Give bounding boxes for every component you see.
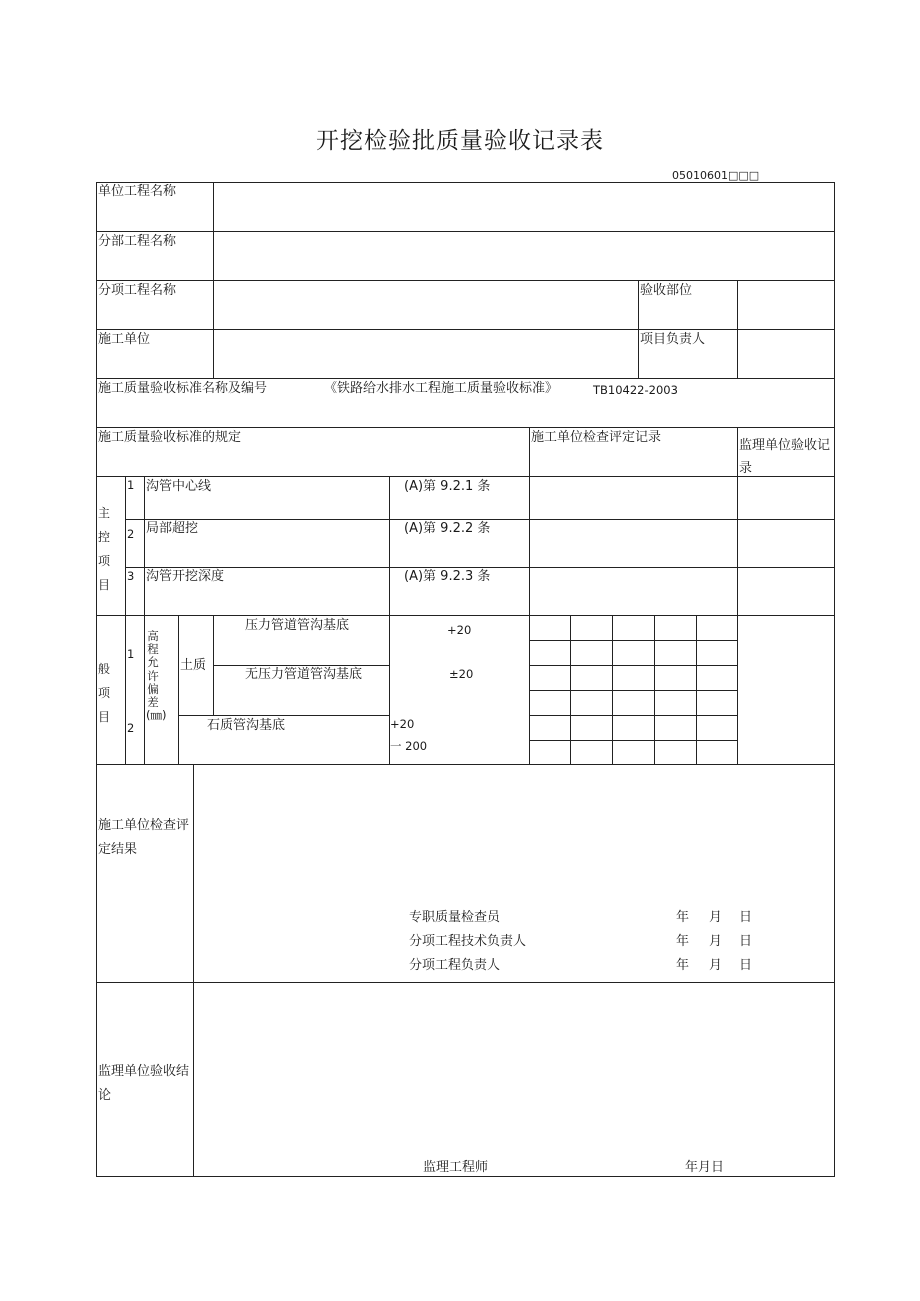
construction-unit-field[interactable] [215,331,636,376]
row-line [529,715,737,716]
date-year: 年 [676,958,690,973]
general-row-tolerance: +20 [447,623,472,637]
page-title: 开挖检验批质量验收记录表 [316,128,604,154]
row-line [125,519,835,520]
construction-result-field[interactable] [195,766,833,896]
row-line [96,280,835,281]
general-item-no: 1 [127,647,135,661]
acceptance-part-label: 验收部位 [640,283,693,298]
main-item-check-cell[interactable] [531,478,735,517]
col-line [178,615,179,764]
soil-label: 土质 [180,658,207,673]
col-line [737,427,738,764]
col-line [696,615,697,764]
main-item-supervision-cell[interactable] [739,478,833,517]
signer-role: 分项工程技术负责人 [409,934,527,949]
row-line [529,690,737,691]
unit-project-label: 单位工程名称 [98,184,177,199]
project-manager-field[interactable] [739,331,833,376]
row-line [96,982,835,983]
main-item-clause: (A)第 9.2.2 条 [404,521,491,536]
main-item-check-cell[interactable] [531,521,735,565]
main-item-supervision-cell[interactable] [739,569,833,613]
col-line [213,182,214,378]
construction-check-header: 施工单位检查评定记录 [531,430,662,445]
row-line [213,665,389,666]
acceptance-part-field[interactable] [739,282,833,327]
main-item-no: 2 [127,527,135,541]
general-row-name: 压力管道管沟基底 [245,618,350,633]
main-item-check-cell[interactable] [531,569,735,613]
subitem-project-label: 分项工程名称 [98,283,177,298]
date-day: 日 [739,958,753,973]
signer-role: 分项工程负责人 [409,958,501,973]
row-line [96,231,835,232]
col-line [529,427,530,764]
col-line [654,615,655,764]
row-line [96,476,835,477]
col-line [193,764,194,1177]
col-line [144,476,145,764]
supervision-date: 年月日 [685,1160,725,1175]
supervision-engineer-label: 监理工程师 [423,1160,489,1175]
general-row-tolerance: ±20 [449,667,474,681]
main-item-clause: (A)第 9.2.3 条 [404,569,491,584]
standard-code: TB10422-2003 [593,383,678,397]
general-item-no: 2 [127,721,135,735]
main-item-name: 沟管开挖深度 [146,569,225,584]
date-month: 月 [709,934,723,949]
elevation-tolerance-label: 高程允许偏差(㎜) [146,629,167,723]
row-line [96,378,835,379]
main-item-supervision-cell[interactable] [739,521,833,565]
main-item-no: 3 [127,569,135,583]
col-line [638,280,639,378]
row-line [96,329,835,330]
standard-name: 《铁路给水排水工程施工质量验收标准》 [324,381,559,396]
row-line [96,427,835,428]
general-supervision-cell[interactable] [739,617,833,762]
col-line [570,615,571,764]
division-project-field[interactable] [215,233,833,278]
row-line [125,567,835,568]
row-line [529,640,737,641]
project-manager-label: 项目负责人 [640,332,706,347]
signer-role: 专职质量检查员 [409,910,501,925]
general-items-label: 般项目 [97,662,110,724]
form-code: 05010601□□□ [672,169,760,182]
col-line [213,615,214,715]
date-month: 月 [709,958,723,973]
date-year: 年 [676,934,690,949]
row-line [96,764,835,765]
col-line [737,280,738,378]
row-line [529,740,737,741]
col-line [125,476,126,764]
main-item-no: 1 [127,478,135,492]
main-item-clause: (A)第 9.2.1 条 [404,479,491,494]
general-row-name: 石质管沟基底 [207,718,286,733]
main-item-name: 沟管中心线 [146,479,212,494]
general-row-tolerance-lower: 一 200 [390,739,428,753]
division-project-label: 分部工程名称 [98,234,177,249]
general-row-tolerance-upper: +20 [390,717,415,731]
main-control-label: 主控项目 [97,506,110,592]
date-year: 年 [676,910,690,925]
row-line [178,715,389,716]
date-day: 日 [739,934,753,949]
unit-project-field[interactable] [215,184,833,229]
date-day: 日 [739,910,753,925]
supervision-result-label: 监理单位验收结论 [98,1064,190,1103]
construction-unit-label: 施工单位 [98,332,151,347]
general-row-name: 无压力管道管沟基底 [245,667,363,682]
subitem-project-field[interactable] [215,282,636,327]
row-line [529,665,737,666]
supervision-record-header: 监理单位验收记录 [739,438,831,476]
standard-label: 施工质量验收标准名称及编号 [98,381,268,396]
spec-column-header: 施工质量验收标准的规定 [98,430,242,445]
col-line [612,615,613,764]
construction-result-label: 施工单位检查评定结果 [98,818,190,857]
supervision-result-field[interactable] [195,984,833,1154]
date-month: 月 [709,910,723,925]
main-item-name: 局部超挖 [146,521,199,536]
row-line [96,615,835,616]
